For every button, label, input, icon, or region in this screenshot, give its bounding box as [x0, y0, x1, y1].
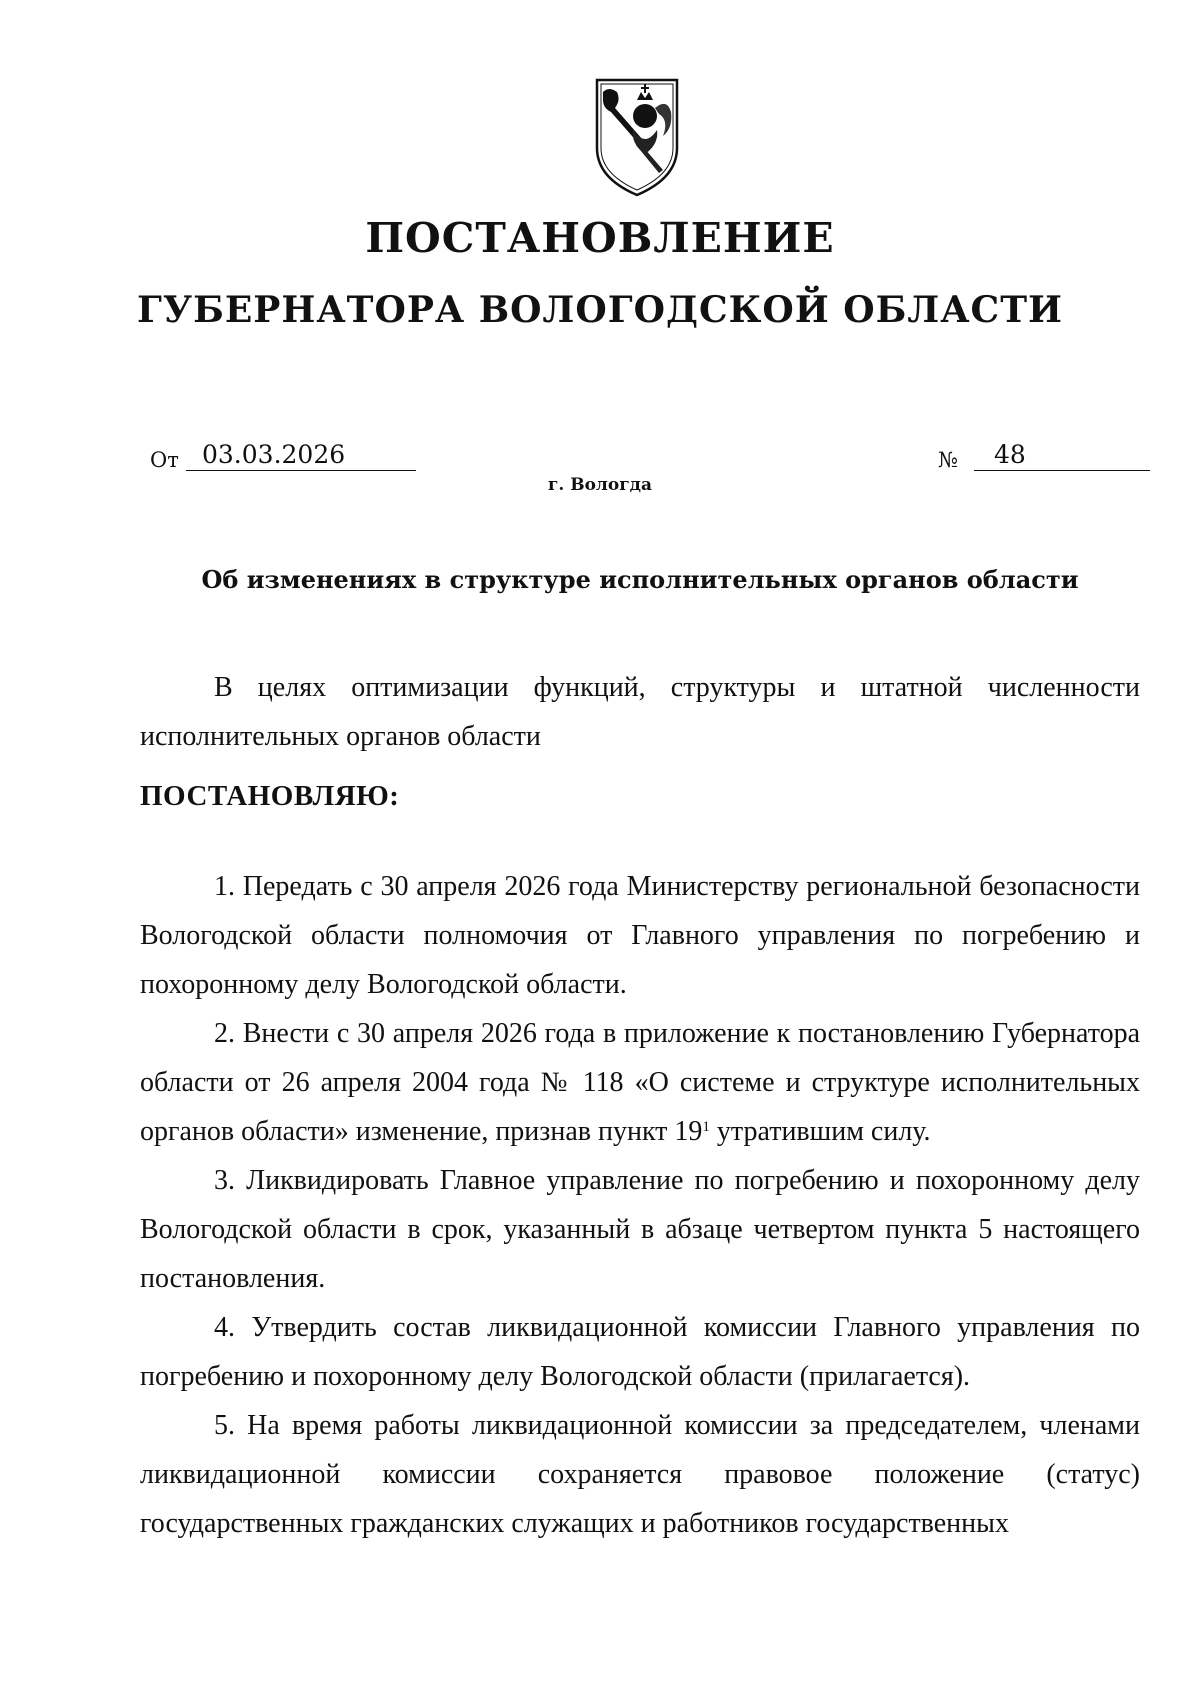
decree-word: ПОСТАНОВЛЯЮ: — [140, 780, 400, 812]
item-3: 3. Ликвидировать Главное управление по погребению и похоронному делу Вологодской области в срок, указанный в абзаце четвертом пункта 5 настоящего постановления. — [140, 1165, 1140, 1294]
decree-items — [140, 862, 1140, 1548]
preamble: В целях оптимизации функций, структуры и штатной численности исполнительных органов области — [140, 672, 1140, 752]
document-subtitle: ГУБЕРНАТОРА ВОЛОГОДСКОЙ ОБЛАСТИ — [137, 289, 1063, 331]
document-number: 48 — [974, 440, 1150, 471]
item-2 — [140, 1009, 1140, 1156]
item-4: 4. Утвердить состав ликвидационной комиссии Главного управления по погребению и похоронному делу Вологодской области (прилагается). — [140, 1312, 1140, 1392]
item-5: 5. На время работы ликвидационной комиссии за председателем, членами ликвидационной комиссии сохраняется правовое положение (статус) государственных гражданских служащих и работников государственных — [140, 1410, 1140, 1539]
item-2-text-end: утратившим силу. — [709, 1116, 931, 1147]
document-date: 03.03.2026 — [186, 440, 416, 471]
number-label: № — [938, 448, 958, 472]
vologda-coat-of-arms-icon — [593, 78, 681, 198]
document-city: г. Вологда — [547, 475, 653, 495]
item-2-text: 2. Внести с 30 апреля 2026 года в приложение к постановлению Губернатора области от 26 апреля 2004 года № 118 «О системе и структуре исполнительных органов области» изменение, признав пункт 19 — [140, 1018, 1140, 1147]
document-subject: Об изменениях в структуре исполнительных органов области — [201, 565, 1079, 594]
item-2-superscript: 1 — [702, 1119, 710, 1135]
item-1: 1. Передать с 30 апреля 2026 года Министерству региональной безопасности Вологодской области полномочия от Главного управления по погребению и похоронному делу Вологодской области. — [140, 871, 1140, 1000]
document-title: ПОСТАНОВЛЕНИЕ — [365, 214, 835, 262]
date-label: От — [150, 448, 179, 472]
